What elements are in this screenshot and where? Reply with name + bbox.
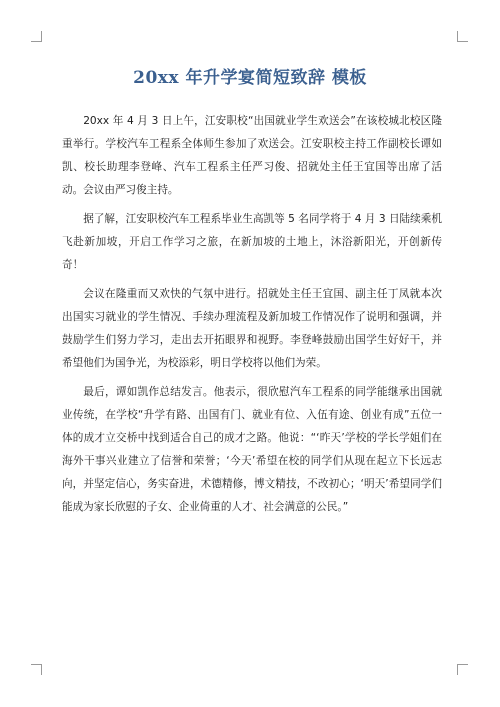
document-body bbox=[62, 110, 442, 525]
crop-mark-bottom-right bbox=[457, 664, 468, 675]
crop-mark-top-right bbox=[457, 31, 468, 42]
crop-mark-top-left bbox=[31, 31, 42, 42]
crop-mark-bottom-left bbox=[31, 664, 42, 675]
paragraph-3: 会议在隆重而又欢快的气氛中进行。招就处主任王宜国、副主任丁凤就本次出国实习就业的学生情况、手续办理流程及新加坡工作情况作了说明和强调，并鼓励学生们努力学习，走出去开拓眼界和视野。李登峰鼓励出国学生好好干，并希望他们为国争光，为校添彩，明日学校将以他们为荣。 bbox=[62, 288, 442, 369]
paragraph-2: 据了解，江安职校汽车工程系毕业生高凯等 5 名同学将于 4 月 3 日陆续乘机飞赴新加坡，开启工作学习之旅，在新加坡的土地上，沐浴新阳光，开创新传奇！ bbox=[62, 213, 442, 271]
document-title: 20xx 年升学宴简短致辞 模板 bbox=[133, 68, 367, 88]
paragraph-4: 最后，谭如凯作总结发言。他表示，很欣慰汽车工程系的同学能继承出国就业传统，在学校“升学有路、出国有门、就业有位、入伍有途、创业有成”五位一体的成才立交桥中找到适合自己的成才之路。他说：“‘昨天’学校的学长学姐们在海外干事兴业建立了信誉和荣誉；‘今天’希望在校的同学们从现在起立下长远志向，并坚定信心，务实奋进，术德精修，博文精技，不改初心；‘明天’希望同学们能成为家长欣慰的子女、企业倚重的人才、社会满意的公民。” bbox=[62, 386, 442, 513]
paragraph-1: 20xx 年 4 月 3 日上午，江安职校“出国就业学生欢送会”在该校城北校区隆重举行。学校汽车工程系全体师生参加了欢送会。江安职校主持工作副校长谭如凯、校长助理李登峰、汽车工程系主任严习俊、招就处主任王宜国等出席了活动。会议由严习俊主持。 bbox=[62, 115, 442, 196]
